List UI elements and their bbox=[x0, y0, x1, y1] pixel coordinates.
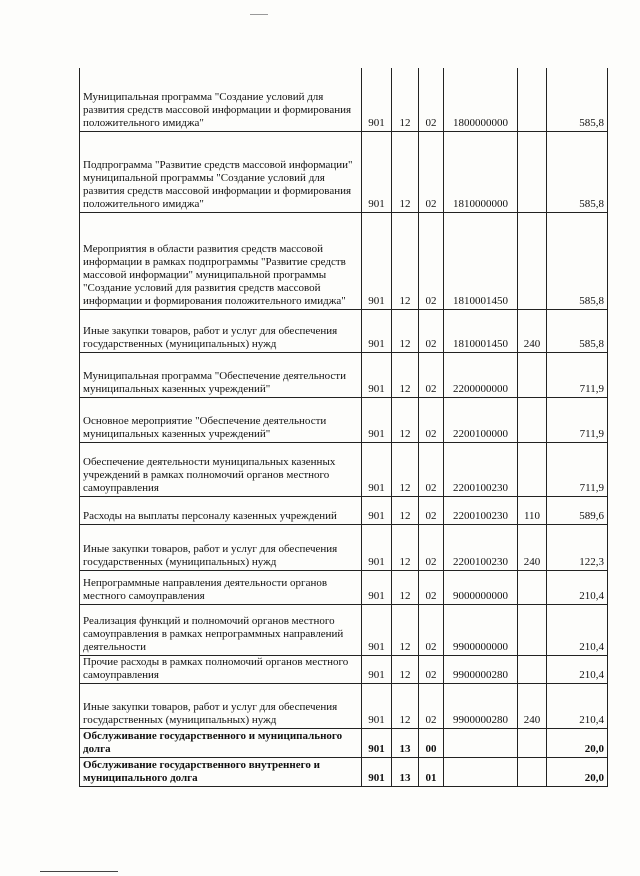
expense-type-cell bbox=[518, 68, 547, 131]
expense-type-cell bbox=[518, 728, 547, 757]
expense-type-cell: 240 bbox=[518, 683, 547, 728]
target-article-cell: 1810001450 bbox=[444, 212, 518, 309]
target-article-cell: 2200100230 bbox=[444, 524, 518, 570]
table-row bbox=[80, 352, 608, 397]
subsection-code-cell: 00 bbox=[419, 728, 444, 757]
table-row bbox=[80, 604, 608, 655]
expense-name-cell: Обслуживание государственного внутреннего и муниципального долга bbox=[80, 757, 362, 786]
budget-expenditure-table bbox=[79, 68, 608, 787]
section-code-cell: 12 bbox=[392, 524, 419, 570]
subsection-code-cell: 02 bbox=[419, 131, 444, 212]
amount-cell: 589,6 bbox=[547, 496, 608, 524]
target-article-cell: 9900000280 bbox=[444, 655, 518, 683]
department-code-cell: 901 bbox=[362, 131, 392, 212]
amount-cell: 711,9 bbox=[547, 397, 608, 442]
expense-type-cell bbox=[518, 570, 547, 604]
expense-type-cell bbox=[518, 442, 547, 496]
target-article-cell: 2200100000 bbox=[444, 397, 518, 442]
department-code-cell: 901 bbox=[362, 728, 392, 757]
table-body bbox=[80, 68, 608, 786]
department-code-cell: 901 bbox=[362, 757, 392, 786]
target-article-cell: 9900000000 bbox=[444, 604, 518, 655]
expense-type-cell: 110 bbox=[518, 496, 547, 524]
expense-type-cell bbox=[518, 604, 547, 655]
expense-name-cell: Муниципальная программа "Создание условий для развития средств массовой информации и формирования положительного имиджа" bbox=[80, 68, 362, 131]
amount-cell: 122,3 bbox=[547, 524, 608, 570]
subsection-code-cell: 02 bbox=[419, 309, 444, 352]
expense-name-cell: Иные закупки товаров, работ и услуг для обеспечения государственных (муниципальных) нужд bbox=[80, 683, 362, 728]
expense-name-cell: Реализация функций и полномочий органов местного самоуправления в рамках непрограммных направлений деятельности bbox=[80, 604, 362, 655]
section-code-cell: 12 bbox=[392, 68, 419, 131]
expense-type-cell bbox=[518, 212, 547, 309]
department-code-cell: 901 bbox=[362, 442, 392, 496]
target-article-cell bbox=[444, 728, 518, 757]
expense-name-cell: Обеспечение деятельности муниципальных казенных учреждений в рамках полномочий органов местного самоуправления bbox=[80, 442, 362, 496]
target-article-cell: 9900000280 bbox=[444, 683, 518, 728]
section-code-cell: 12 bbox=[392, 352, 419, 397]
department-code-cell: 901 bbox=[362, 683, 392, 728]
section-code-cell: 12 bbox=[392, 309, 419, 352]
subsection-code-cell: 02 bbox=[419, 524, 444, 570]
expense-type-cell: 240 bbox=[518, 524, 547, 570]
department-code-cell: 901 bbox=[362, 212, 392, 309]
expense-name-cell: Иные закупки товаров, работ и услуг для обеспечения государственных (муниципальных) нужд bbox=[80, 524, 362, 570]
section-code-cell: 12 bbox=[392, 212, 419, 309]
table-row bbox=[80, 131, 608, 212]
target-article-cell: 1810000000 bbox=[444, 131, 518, 212]
table-row bbox=[80, 309, 608, 352]
target-article-cell: 1810001450 bbox=[444, 309, 518, 352]
section-code-cell: 12 bbox=[392, 570, 419, 604]
amount-cell: 210,4 bbox=[547, 655, 608, 683]
department-code-cell: 901 bbox=[362, 570, 392, 604]
expense-type-cell: 240 bbox=[518, 309, 547, 352]
department-code-cell: 901 bbox=[362, 524, 392, 570]
section-code-cell: 12 bbox=[392, 683, 419, 728]
expense-name-cell: Мероприятия в области развития средств массовой информации в рамках подпрограммы "Развитие средств массовой информации" муниципальной программы "Создание условий для развития средств массовой информации и формирования положительного имиджа" bbox=[80, 212, 362, 309]
department-code-cell: 901 bbox=[362, 68, 392, 131]
amount-cell: 585,8 bbox=[547, 131, 608, 212]
subsection-code-cell: 02 bbox=[419, 683, 444, 728]
table-row bbox=[80, 442, 608, 496]
subsection-code-cell: 02 bbox=[419, 496, 444, 524]
section-code-cell: 12 bbox=[392, 442, 419, 496]
section-code-cell: 12 bbox=[392, 397, 419, 442]
expense-name-cell: Расходы на выплаты персоналу казенных учреждений bbox=[80, 496, 362, 524]
department-code-cell: 901 bbox=[362, 309, 392, 352]
target-article-cell: 9000000000 bbox=[444, 570, 518, 604]
subsection-code-cell: 02 bbox=[419, 604, 444, 655]
subsection-code-cell: 02 bbox=[419, 212, 444, 309]
expense-name-cell: Иные закупки товаров, работ и услуг для обеспечения государственных (муниципальных) нужд bbox=[80, 309, 362, 352]
subsection-code-cell: 01 bbox=[419, 757, 444, 786]
target-article-cell: 2200100230 bbox=[444, 442, 518, 496]
expense-name-cell: Основное мероприятие "Обеспечение деятельности муниципальных казенных учреждений" bbox=[80, 397, 362, 442]
amount-cell: 210,4 bbox=[547, 570, 608, 604]
amount-cell: 585,8 bbox=[547, 212, 608, 309]
department-code-cell: 901 bbox=[362, 397, 392, 442]
amount-cell: 711,9 bbox=[547, 442, 608, 496]
section-code-cell: 12 bbox=[392, 496, 419, 524]
table-row bbox=[80, 728, 608, 757]
expense-name-cell: Муниципальная программа "Обеспечение деятельности муниципальных казенных учреждений" bbox=[80, 352, 362, 397]
amount-cell: 20,0 bbox=[547, 757, 608, 786]
expense-type-cell bbox=[518, 655, 547, 683]
subsection-code-cell: 02 bbox=[419, 655, 444, 683]
expense-type-cell bbox=[518, 397, 547, 442]
amount-cell: 210,4 bbox=[547, 683, 608, 728]
expense-type-cell bbox=[518, 352, 547, 397]
subsection-code-cell: 02 bbox=[419, 68, 444, 131]
table-row bbox=[80, 68, 608, 131]
amount-cell: 20,0 bbox=[547, 728, 608, 757]
expense-name-cell: Подпрограмма "Развитие средств массовой информации" муниципальной программы "Создание условий для развития средств массовой информации и формирования положительного имиджа" bbox=[80, 131, 362, 212]
target-article-cell bbox=[444, 757, 518, 786]
amount-cell: 711,9 bbox=[547, 352, 608, 397]
table-row bbox=[80, 757, 608, 786]
table-row bbox=[80, 683, 608, 728]
department-code-cell: 901 bbox=[362, 352, 392, 397]
table-row bbox=[80, 570, 608, 604]
table-row bbox=[80, 212, 608, 309]
department-code-cell: 901 bbox=[362, 496, 392, 524]
amount-cell: 210,4 bbox=[547, 604, 608, 655]
target-article-cell: 2200100230 bbox=[444, 496, 518, 524]
target-article-cell: 1800000000 bbox=[444, 68, 518, 131]
section-code-cell: 13 bbox=[392, 757, 419, 786]
expense-name-cell: Прочие расходы в рамках полномочий органов местного самоуправления bbox=[80, 655, 362, 683]
section-code-cell: 12 bbox=[392, 131, 419, 212]
subsection-code-cell: 02 bbox=[419, 442, 444, 496]
table-row bbox=[80, 496, 608, 524]
footer-rule bbox=[40, 871, 118, 872]
table-row bbox=[80, 655, 608, 683]
section-code-cell: 12 bbox=[392, 604, 419, 655]
amount-cell: 585,8 bbox=[547, 309, 608, 352]
subsection-code-cell: 02 bbox=[419, 570, 444, 604]
target-article-cell: 2200000000 bbox=[444, 352, 518, 397]
department-code-cell: 901 bbox=[362, 604, 392, 655]
section-code-cell: 13 bbox=[392, 728, 419, 757]
expense-type-cell bbox=[518, 757, 547, 786]
subsection-code-cell: 02 bbox=[419, 397, 444, 442]
subsection-code-cell: 02 bbox=[419, 352, 444, 397]
department-code-cell: 901 bbox=[362, 655, 392, 683]
expense-name-cell: Непрограммные направления деятельности органов местного самоуправления bbox=[80, 570, 362, 604]
amount-cell: 585,8 bbox=[547, 68, 608, 131]
top-page-mark bbox=[250, 14, 268, 15]
expense-type-cell bbox=[518, 131, 547, 212]
table-row bbox=[80, 397, 608, 442]
section-code-cell: 12 bbox=[392, 655, 419, 683]
expense-name-cell: Обслуживание государственного и муниципального долга bbox=[80, 728, 362, 757]
table-row bbox=[80, 524, 608, 570]
